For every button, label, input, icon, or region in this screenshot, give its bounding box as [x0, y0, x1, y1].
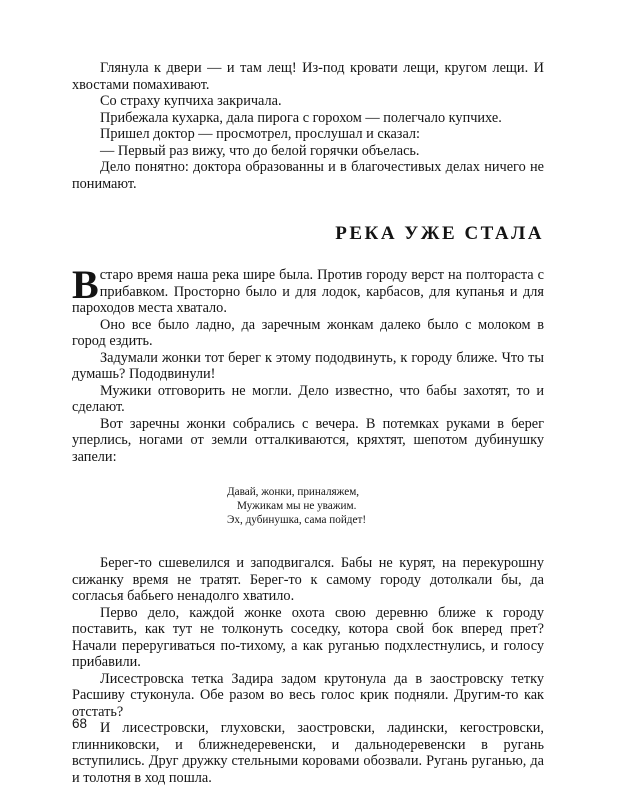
verse-line: Мужикам мы не уважим. — [237, 500, 357, 512]
paragraph: Мужики отговорить не могли. Дело известно, что бабы захотят, то и сделают. — [72, 382, 544, 415]
paragraph: Со страху купчиха закричала. — [100, 93, 282, 109]
section-title: РЕКА УЖЕ СТАЛА — [335, 223, 544, 244]
first-paragraph — [72, 262, 544, 317]
paragraph: Перво дело, каждой жонке охота свою деревню ближе к городу поставить, как тут не толконуть соседку, котора свой бок вперед прет? Начали переругиваться по-тихому, а как руганью подхлестнулись, и голосу прибавили. — [72, 604, 544, 670]
first-paragraph-text: старо время наша река шире была. Против городу верст на полтораста с прибавком. Просторно было и для лодок, карбасов, для купанья и для пароходов места хватало. — [72, 267, 544, 316]
paragraph: Оно все было ладно, да заречным жонкам далеко было с молоком в город ездить. — [72, 316, 544, 349]
paragraph: Дело понятно: доктора образованны и в благочестивых делах ничего не понимают. — [72, 159, 544, 192]
paragraph: Пришел доктор — просмотрел, прослушал и сказал: — [100, 126, 421, 142]
paragraph: Вот заречны жонки собрались с вечера. В потемках руками в берег уперлись, ногами от земли отталкиваются, кряхтят, шепотом дубинушку запели: — [72, 415, 544, 465]
paragraph: Берег-то сшевелился и заподвигался. Бабы не курят, на перекурошну сижанку время не тратят. Берег-то к самому городу дотолкали бы, да согласья бабьего ненадолго хватило. — [72, 555, 544, 604]
previous-story-ending — [72, 60, 544, 192]
paragraph: Задумали жонки тот берег к этому пододвинуть, к городу ближе. Что ты думашь? Пододвинули! — [72, 349, 544, 382]
story-text — [72, 262, 544, 786]
paragraph: Прибежала кухарка, дала пирога с горохом — полегчало купчихе. — [100, 109, 502, 126]
page-body — [72, 60, 544, 786]
paragraph: — Первый раз вижу, что до белой горячки объелась. — [100, 142, 420, 159]
paragraph: И лисестровски, глуховски, заостровски, ладински, кегостровски, глинниковски, и ближнедеревенски, и дальнодеревенски в ругань вступились. Друг дружку стельными коровами обозвали. Ругань руганью, да и толотня в ход пошла. — [72, 720, 544, 786]
verse-block — [227, 485, 544, 527]
drop-cap-letter: В — [72, 262, 99, 307]
paragraph: Лисестровска тетка Задира задом крутонула да в заостровску тетку Расшиву стуконула. Обе разом во весь голос крик подняли. Другим-то как отстать? — [72, 670, 544, 720]
verse-line: Эх, дубинушка, сама пойдет! — [227, 514, 367, 526]
page-number: 68 — [72, 716, 88, 731]
paragraph: Глянула к двери — и там лещ! Из-под кровати лещи, кругом лещи. И хвостами помахивают. — [72, 60, 544, 93]
verse-line: Давай, жонки, приналяжем, — [227, 486, 360, 498]
